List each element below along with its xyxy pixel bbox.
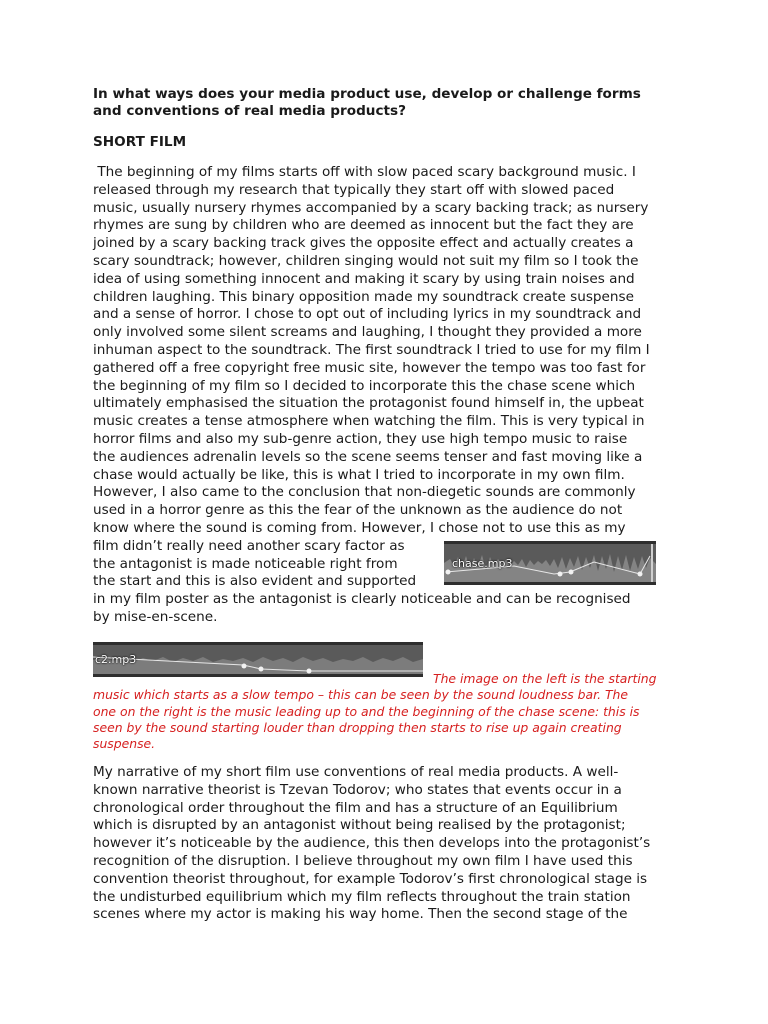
text-line: children laughing. This binary opposition made my soundtrack create suspense: [93, 288, 634, 305]
text-line: scenes where my actor is making his way home. Then the second stage of the: [93, 906, 628, 923]
text-line: joined by a scary backing track gives the opposite effect and actually creates a: [93, 235, 634, 252]
text-line: chronological order throughout the film and has a structure of an Equilibrium: [93, 799, 618, 816]
text-line: The image on the left is the starting: [433, 671, 657, 686]
text-line: which is disrupted by an antagonist without being realised by the protagonist;: [93, 817, 626, 834]
image-caption: [93, 671, 683, 752]
text-line: used in a horror genre as this the fear of the unknown as the audience do not: [93, 502, 623, 519]
section-title: SHORT FILM: [93, 134, 187, 150]
text-line: the antagonist is made noticeable right from: [93, 555, 398, 572]
text-line: convention theorist throughout, for example Todorov’s first chronological stage is: [93, 870, 648, 887]
text-line: in my film poster as the antagonist is clearly noticeable and can be recognised: [93, 591, 631, 608]
text-line: however it’s noticeable by the audience, this then develops into the protagonist’s: [93, 835, 651, 852]
text-line: suspense.: [93, 736, 156, 752]
text-line: My narrative of my short film use conventions of real media products. A well-: [93, 764, 619, 780]
waveform-graphic: [93, 645, 423, 674]
text-line: one on the right is the music leading up to and the beginning of the chase scene: this is: [93, 703, 640, 719]
text-line: only involved some silent screams and laughing, I thought they provided a more: [93, 324, 642, 341]
chase-clip-label: chase.mp3: [452, 557, 513, 570]
text-line: horror films and also my sub-genre action, they use high tempo music to raise: [93, 430, 628, 447]
text-line: recognition of the disruption. I believe throughout my own film I have used this: [93, 852, 633, 869]
text-line: music which starts as a slow tempo – this can be seen by the sound loudness bar. The: [93, 687, 629, 703]
text-line: scary soundtrack; however, children singing would not suit my film so I took the: [93, 252, 639, 269]
text-line: inhuman aspect to the soundtrack. The first soundtrack I tried to use for my film I: [93, 341, 650, 358]
text-line: However, I also came to the conclusion that non-diegetic sounds are commonly: [93, 484, 636, 501]
c2-clip-label: c2.mp3: [95, 653, 137, 666]
text-line: music, usually nursery rhymes accompanied by a scary backing track; as nursery: [93, 199, 649, 216]
text-line: rhymes are sung by children who are deemed as innocent but the fact they are: [93, 217, 634, 234]
text-line: ultimately emphasised the situation the protagonist found himself in, the upbeat: [93, 395, 644, 412]
text-line: the start and this is also evident and supported: [93, 573, 417, 590]
text-line: the undisturbed equilibrium which my film reflects throughout the train station: [93, 888, 631, 905]
body-paragraph-2: [93, 764, 683, 924]
text-line: idea of using something innocent and making it scary by using train noises and: [93, 270, 635, 287]
text-line: by mise-en-scene.: [93, 608, 218, 625]
text-line: and a sense of horror. I chose to opt out of including lyrics in my soundtrack and: [93, 306, 642, 323]
text-line: gathered off a free copyright free music site, however the tempo was too fast for: [93, 359, 646, 376]
text-line: the beginning of my film so I decided to incorporate this the chase scene which: [93, 377, 636, 394]
question-heading: [93, 86, 693, 120]
text-line: seen by the sound starting louder than dropping then starts to rise up again creating: [93, 719, 622, 735]
heading-line: and conventions of real media products?: [93, 103, 407, 119]
chase-waveform-image: [444, 541, 656, 585]
text-line: music creates a tense atmosphere when watching the film. This is very typical in: [93, 413, 645, 430]
text-line: film didn’t really need another scary factor as: [93, 537, 405, 554]
text-line: released through my research that typically they start off with slowed paced: [93, 181, 615, 198]
text-line: known narrative theorist is Tzevan Todorov; who states that events occur in a: [93, 781, 622, 798]
text-line: the audiences adrenalin levels so the scene seems tenser and fast moving like a: [93, 448, 643, 465]
heading-line: In what ways does your media product use, develop or challenge forms: [93, 86, 641, 102]
text-line: know where the sound is coming from. However, I chose not to use this as my: [93, 519, 626, 536]
text-line: The beginning of my films starts off with slow paced scary background music. I: [93, 164, 636, 180]
text-line: chase would actually be like, this is what I tried to incorporate in my own film.: [93, 466, 625, 483]
